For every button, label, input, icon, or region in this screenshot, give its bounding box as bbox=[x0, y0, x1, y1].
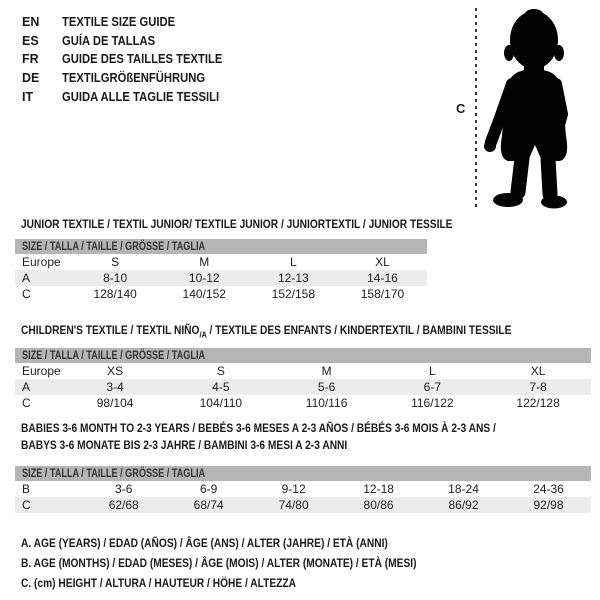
size-cell: M bbox=[321, 364, 332, 378]
size-header-text: SIZE / TALLA / TAILLE / GRÖSSE / TAGLIA bbox=[22, 239, 206, 253]
size-cell: S bbox=[111, 255, 120, 269]
table-row bbox=[15, 395, 591, 411]
row-label: C bbox=[22, 396, 31, 410]
size-cell: 116/122 bbox=[411, 396, 454, 410]
legend-line-a-text: A. AGE (YEARS) / EDAD (AÑOS) / ÂGE (ANS) / ALTER (JAHRE) / ETÀ (ANNI) bbox=[21, 536, 388, 550]
junior-size-table bbox=[15, 239, 427, 302]
size-cell: 18-24 bbox=[448, 482, 479, 496]
lang-code: EN bbox=[22, 15, 40, 30]
size-cell: 6-7 bbox=[423, 380, 442, 394]
table-row bbox=[15, 363, 591, 379]
table-row bbox=[15, 497, 591, 513]
lang-row-it bbox=[22, 87, 240, 106]
row-label: A bbox=[22, 380, 31, 394]
size-cell: 74/80 bbox=[278, 498, 309, 512]
size-cell: 5-6 bbox=[317, 380, 336, 394]
size-cell: 14-16 bbox=[367, 271, 398, 285]
height-measure-label: C bbox=[456, 101, 466, 116]
row-label: B bbox=[22, 482, 31, 496]
size-cell: 86/92 bbox=[448, 498, 479, 512]
size-cell: 7-8 bbox=[529, 380, 547, 394]
size-header-bar bbox=[15, 239, 427, 254]
size-cell: M bbox=[199, 255, 210, 269]
height-measure-dotted-line bbox=[475, 8, 477, 208]
size-cell: 3-4 bbox=[106, 380, 124, 394]
size-cell: 68/74 bbox=[193, 498, 224, 512]
lang-row-de bbox=[22, 69, 240, 88]
size-cell: 8-10 bbox=[103, 271, 128, 285]
size-cell: 98/104 bbox=[96, 396, 134, 410]
junior-table-title-text: JUNIOR TEXTILE / TEXTIL JUNIOR/ TEXTILE JUNIOR / JUNIORTEXTIL / JUNIOR TESSILE bbox=[21, 217, 453, 231]
legend-line-b bbox=[21, 553, 486, 573]
row-label: Europe bbox=[22, 255, 61, 269]
lang-row-fr bbox=[22, 50, 240, 69]
table-row bbox=[15, 481, 591, 497]
legend-line-a bbox=[21, 533, 486, 553]
size-header-text: SIZE / TALLA / TAILLE / GRÖSSE / TAGLIA bbox=[22, 466, 206, 480]
babies-title-line2: BABYS 3-6 MONATE BIS 2-3 JAHRE / BAMBINI 3-6 MESI A 2-3 ANNI bbox=[21, 438, 348, 452]
table-row bbox=[15, 270, 427, 286]
size-header-bar bbox=[15, 466, 591, 481]
row-label: C bbox=[22, 287, 31, 301]
lang-title: TEXTILGRÖßENFÜHRUNG bbox=[62, 71, 206, 86]
language-title-block bbox=[22, 13, 240, 106]
children-title-pre: CHILDREN'S TEXTILE / TEXTIL NIÑO bbox=[21, 323, 200, 337]
babies-size-table bbox=[15, 466, 591, 513]
size-cell: 152/158 bbox=[271, 287, 316, 301]
table-row bbox=[15, 379, 591, 395]
children-table-title-text bbox=[21, 322, 511, 343]
table-row bbox=[15, 286, 427, 302]
size-cell: 9-12 bbox=[281, 482, 306, 496]
lang-code: FR bbox=[22, 52, 39, 67]
size-cell: 3-6 bbox=[115, 482, 133, 496]
legend-line-b-text: B. AGE (MONTHS) / EDAD (MESES) / ÂGE (MOIS) / ALTER (MONATE) / ETÀ (MESI) bbox=[21, 556, 417, 570]
junior-size-table-wrap bbox=[15, 239, 427, 302]
children-size-table-wrap bbox=[15, 348, 591, 411]
children-size-table bbox=[15, 348, 591, 411]
size-cell: 128/140 bbox=[93, 287, 137, 301]
size-cell: 12-18 bbox=[363, 482, 394, 496]
size-cell: XL bbox=[375, 255, 390, 269]
size-cell: 92/98 bbox=[533, 498, 564, 512]
size-cell: 104/110 bbox=[199, 396, 243, 410]
legend-line-c-text: C. (cm) HEIGHT / ALTURA / HAUTEUR / HÖHE / ALTEZZA bbox=[21, 576, 297, 590]
size-cell: L bbox=[429, 364, 436, 378]
table-row bbox=[15, 254, 427, 270]
row-label: Europe bbox=[22, 364, 61, 378]
size-cell: 158/170 bbox=[360, 287, 405, 301]
size-cell: 4-5 bbox=[212, 380, 230, 394]
children-title-subscript: /A bbox=[199, 329, 207, 340]
lang-title: GUIDA ALLE TAGLIE TESSILI bbox=[62, 89, 220, 104]
size-cell: XL bbox=[530, 364, 546, 378]
size-cell: XS bbox=[107, 364, 124, 378]
size-cell: L bbox=[290, 255, 297, 269]
size-cell: 140/152 bbox=[182, 287, 226, 301]
legend-line-c bbox=[21, 573, 486, 593]
size-cell: 12-13 bbox=[277, 271, 309, 285]
size-cell: S bbox=[216, 364, 225, 378]
lang-title: GUÍA DE TALLAS bbox=[62, 33, 156, 48]
babies-table-title bbox=[21, 420, 580, 454]
lang-title: GUIDE DES TAILLES TEXTILE bbox=[62, 52, 223, 67]
lang-row-es bbox=[22, 32, 240, 51]
size-header-text: SIZE / TALLA / TAILLE / GRÖSSE / TAGLIA bbox=[22, 348, 206, 362]
size-cell: 62/68 bbox=[108, 498, 139, 512]
size-cell: 110/116 bbox=[305, 396, 348, 410]
children-table-title bbox=[21, 322, 598, 343]
size-cell: 24-36 bbox=[533, 482, 564, 496]
size-cell: 80/86 bbox=[363, 498, 394, 512]
lang-row-en bbox=[22, 13, 240, 32]
babies-title-line1: BABIES 3-6 MONTH TO 2-3 YEARS / BEBÉS 3-6 MESES A 2-3 AÑOS / BÉBÉS 3-6 MOIS À 2-3 ANS / bbox=[21, 421, 496, 435]
size-cell: 10-12 bbox=[188, 271, 220, 285]
size-cell: 122/128 bbox=[516, 396, 560, 410]
lang-code: IT bbox=[22, 89, 34, 104]
lang-title: TEXTILE SIZE GUIDE bbox=[62, 15, 176, 30]
row-label: C bbox=[22, 498, 31, 512]
lang-code: ES bbox=[22, 33, 39, 48]
junior-table-title bbox=[21, 216, 529, 233]
lang-code: DE bbox=[22, 71, 40, 86]
children-title-post: / TEXTILE DES ENFANTS / KINDERTEXTIL / BAMBINI TESSILE bbox=[206, 323, 512, 337]
baby-silhouette-figure bbox=[482, 6, 582, 210]
legend-block bbox=[21, 533, 486, 593]
size-cell: 6-9 bbox=[199, 482, 218, 496]
row-label: A bbox=[22, 271, 31, 285]
size-header-bar bbox=[15, 348, 591, 363]
babies-size-table-wrap bbox=[15, 466, 591, 513]
